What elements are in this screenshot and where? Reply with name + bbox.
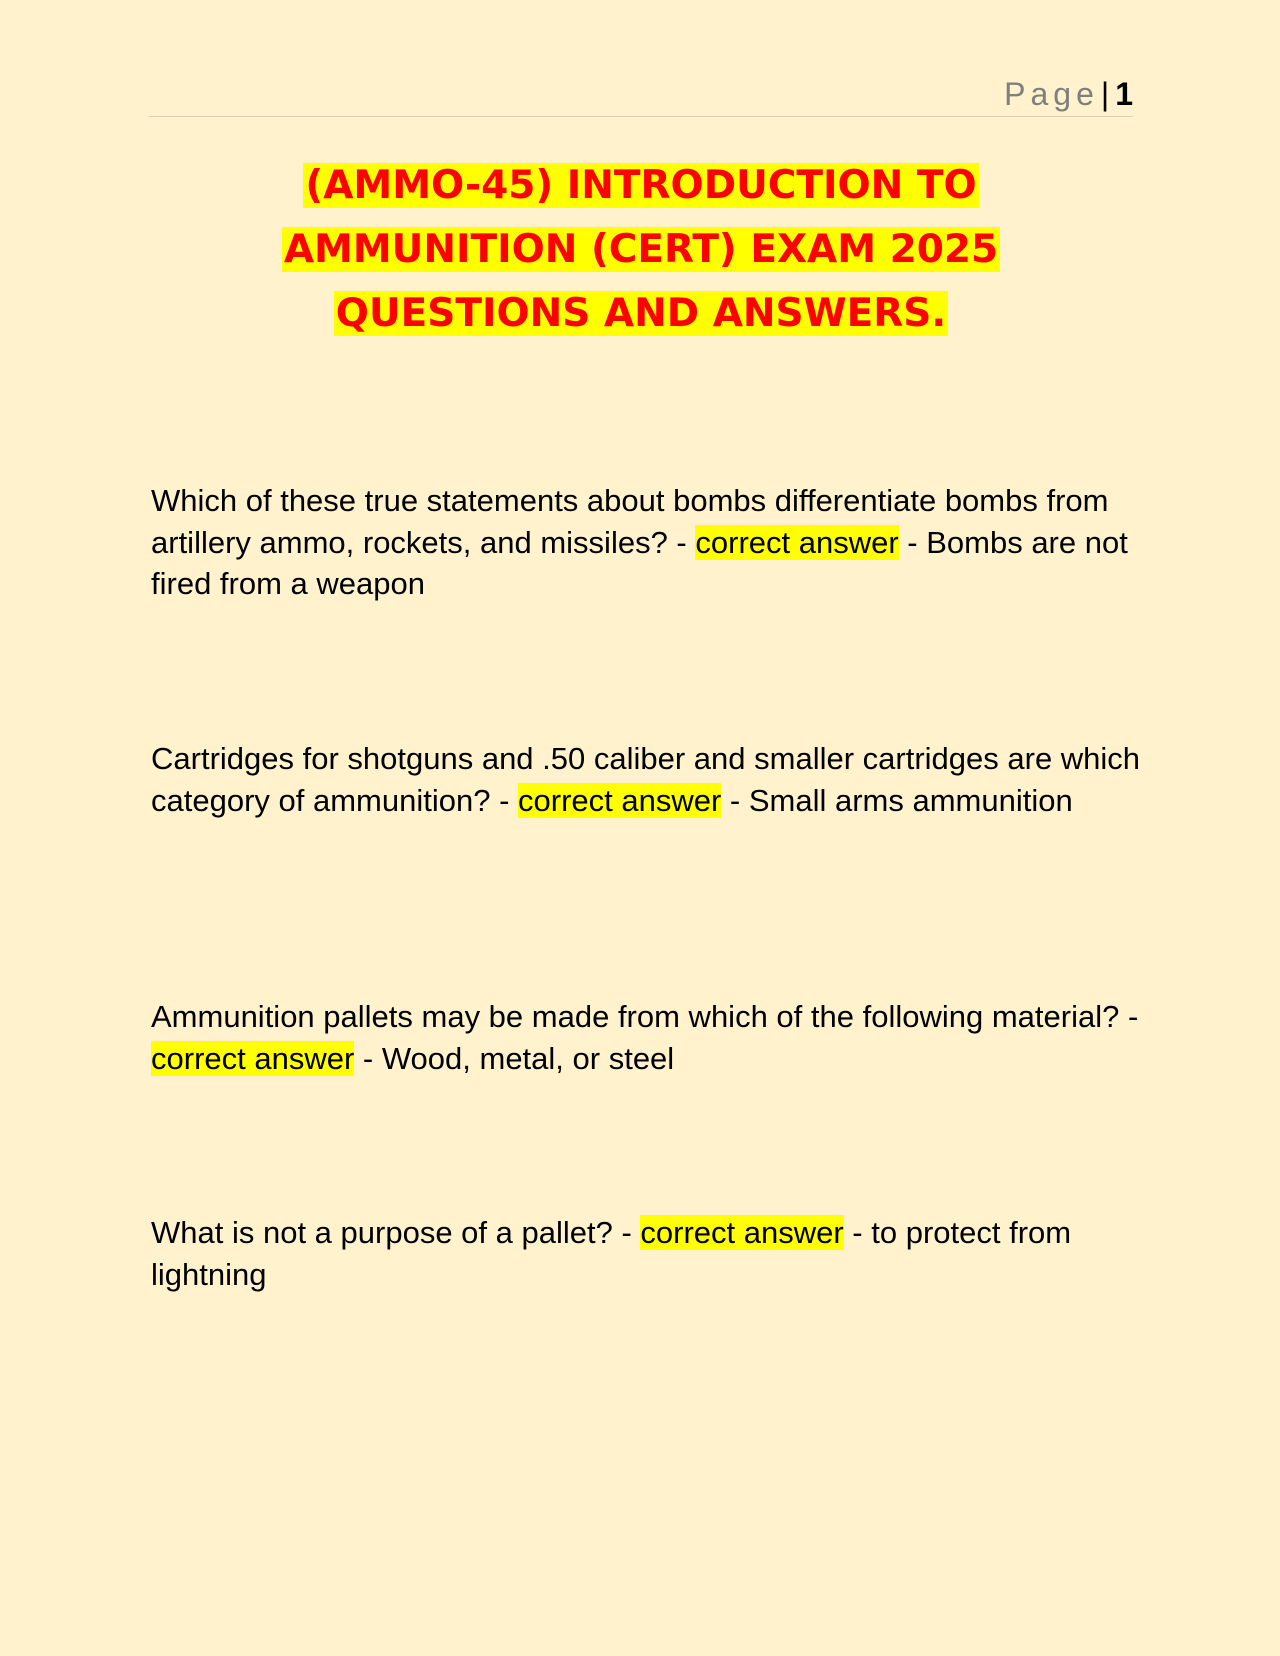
document-title	[149, 154, 1133, 346]
page-number: 1	[1115, 76, 1133, 112]
qa-item	[151, 480, 1141, 605]
answer-text: - Small arms ammunition	[721, 782, 1073, 818]
page-separator: |	[1100, 76, 1110, 112]
title-line: AMMUNITION (CERT) EXAM 2025	[283, 227, 999, 272]
qa-item	[151, 996, 1141, 1079]
page-label: Page	[1004, 76, 1099, 112]
qa-item	[151, 1212, 1141, 1295]
correct-answer-marker: correct answer	[518, 782, 722, 818]
correct-answer-marker: correct answer	[640, 1215, 844, 1250]
answer-text: - Wood, metal, or steel	[354, 1040, 675, 1076]
answer-text: - Bombs are not fired from a weapon	[151, 524, 1128, 601]
question-text: Ammunition pallets may be made from which of the following material? -	[151, 999, 1139, 1034]
question-text: Which of these true statements about bombs differentiate bombs from artillery ammo, rockets, and missiles? -	[151, 483, 1109, 560]
title-line: (AMMO-45) INTRODUCTION TO	[305, 163, 977, 208]
correct-answer-marker: correct answer	[695, 524, 899, 560]
correct-answer-marker: correct answer	[151, 1040, 355, 1076]
page-header	[149, 72, 1133, 117]
answer-text: - to protect from lightning	[151, 1215, 1072, 1292]
question-text: What is not a purpose of a pallet? -	[151, 1215, 641, 1250]
qa-item	[151, 738, 1141, 821]
title-line: QUESTIONS AND ANSWERS.	[335, 291, 947, 336]
question-text: Cartridges for shotguns and .50 caliber and smaller cartridges are which category of ammunition? -	[151, 741, 1141, 818]
